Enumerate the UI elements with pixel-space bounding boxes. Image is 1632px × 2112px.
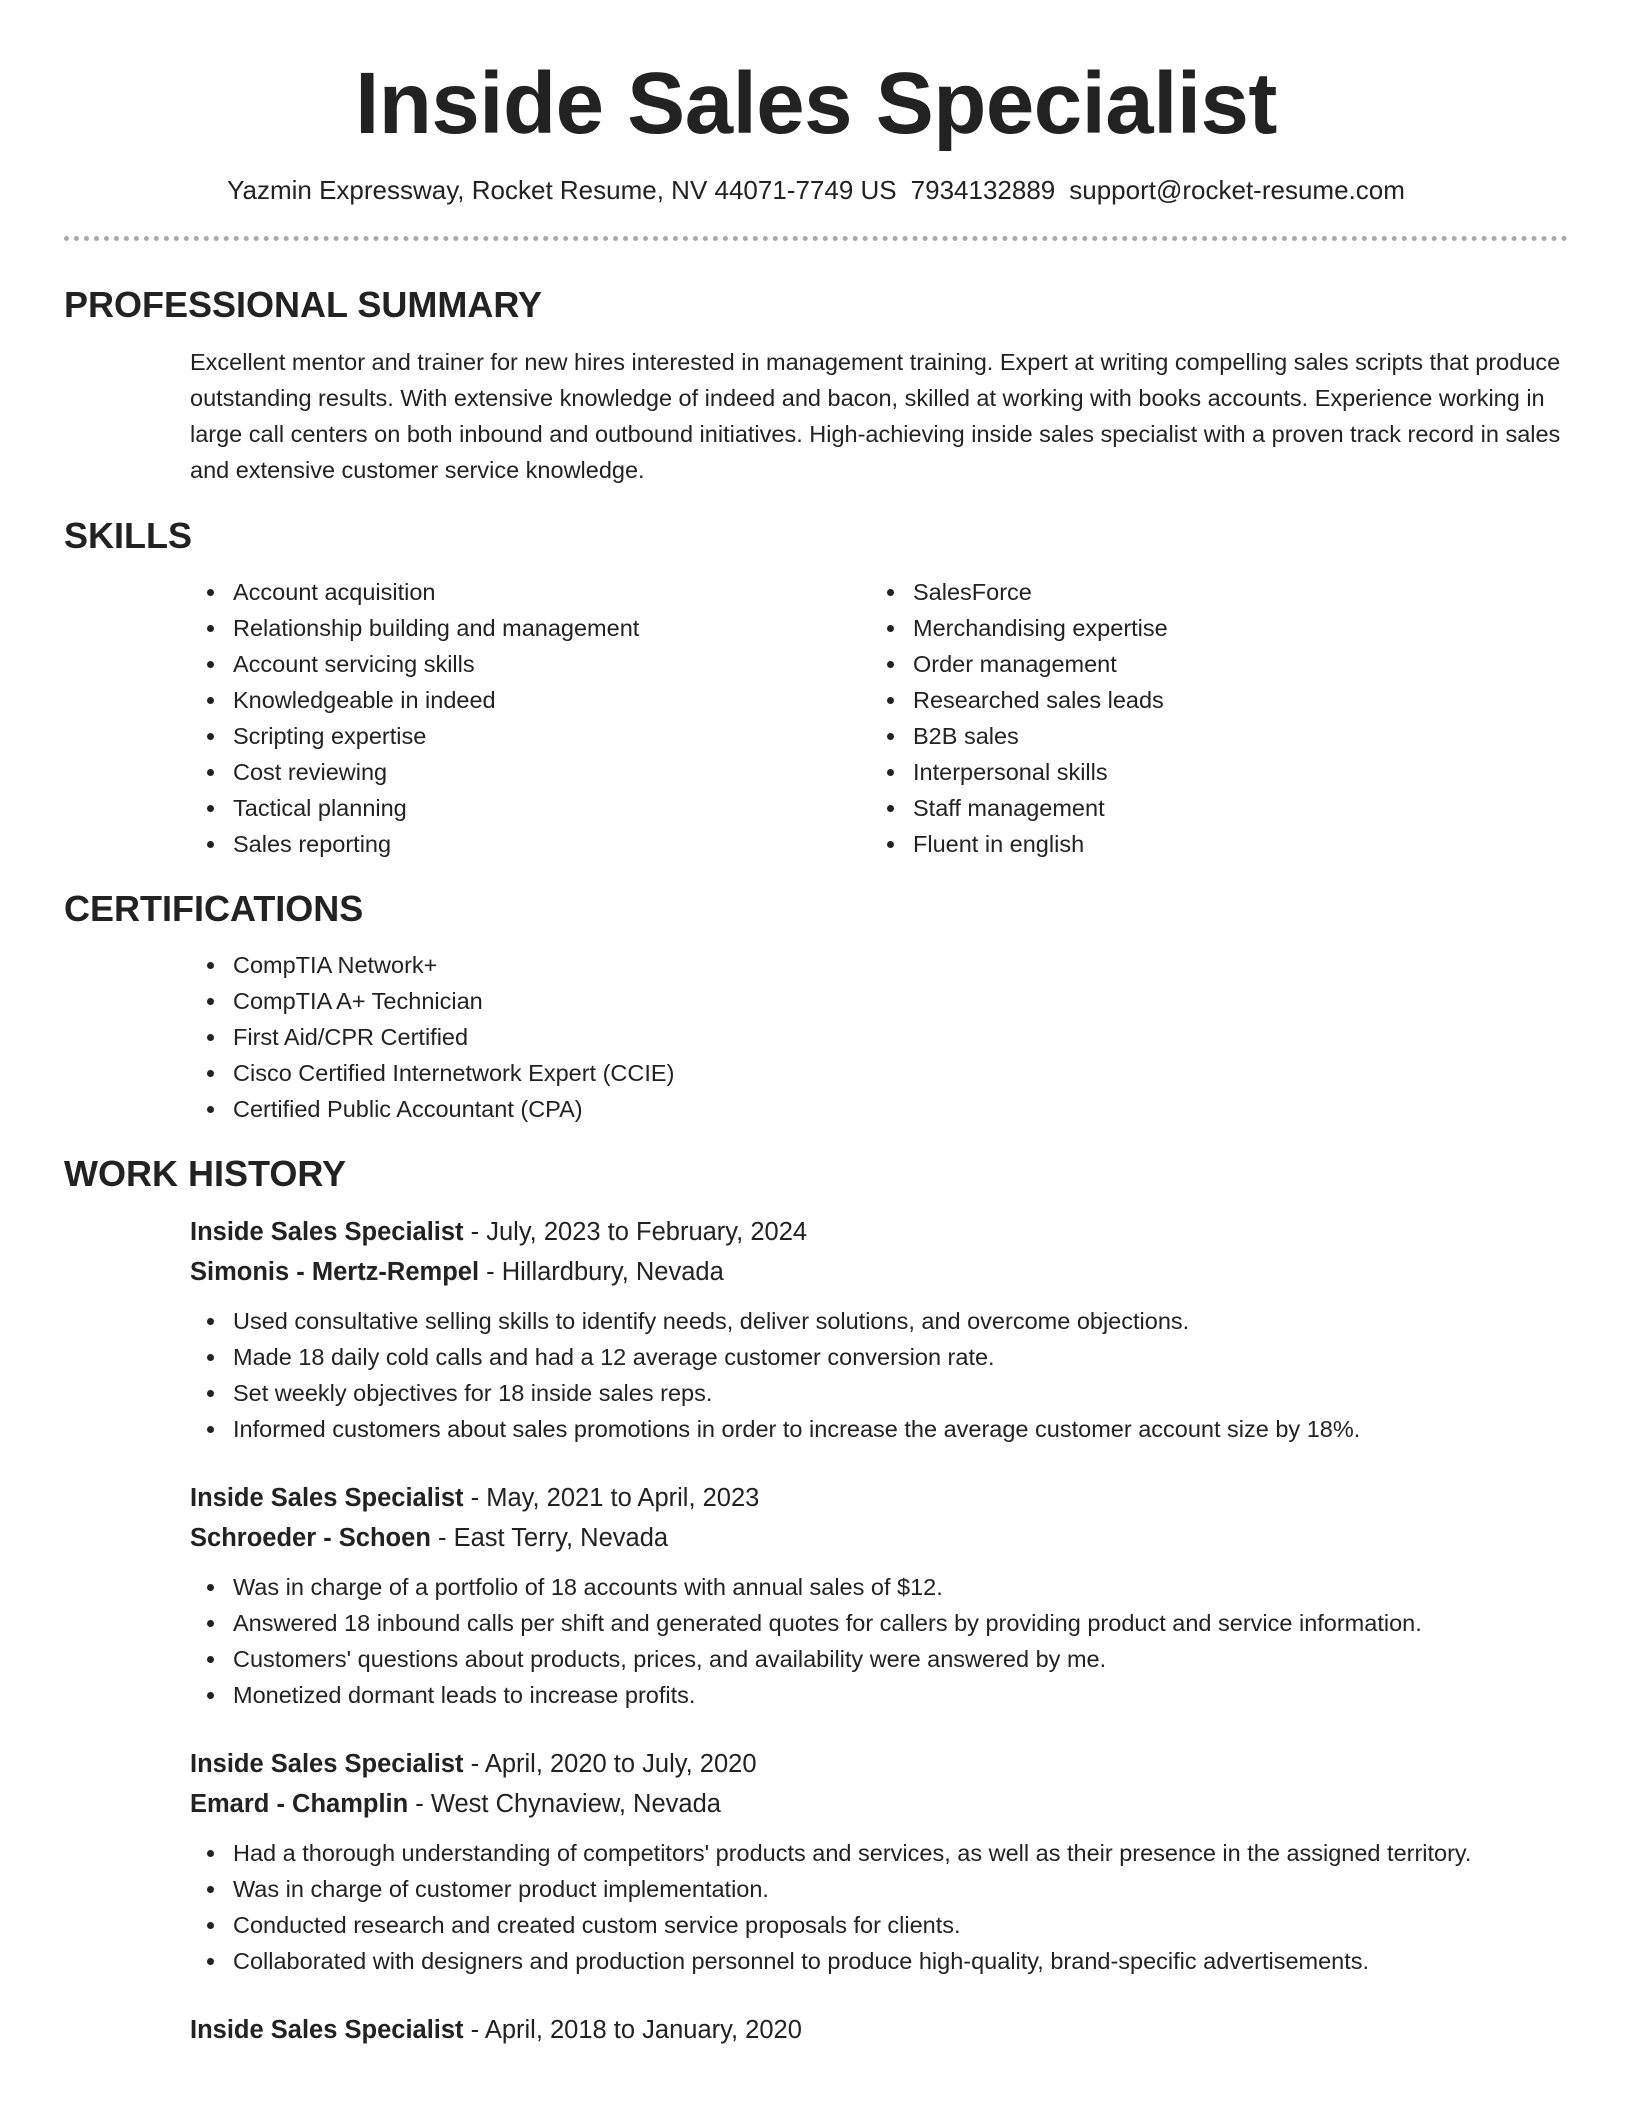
skill-item: B2B sales — [870, 718, 1550, 754]
job-entry — [190, 1744, 1568, 1824]
certification-item: CompTIA Network+ — [190, 947, 1568, 983]
job-bullets — [190, 1303, 1568, 1447]
job-title-line — [190, 2010, 1568, 2050]
job-title-line — [190, 1744, 1568, 1784]
job-title: Inside Sales Specialist — [190, 1484, 464, 1512]
job-location: - West Chynaview, Nevada — [408, 1790, 721, 1818]
job-bullet: Had a thorough understanding of competitors' products and services, as well as their presence in the assigned territory. — [190, 1835, 1568, 1871]
contact-address: Yazmin Expressway, Rocket Resume, NV 44071-7749 US — [227, 175, 897, 205]
job-bullet: Collaborated with designers and production personnel to produce high-quality, brand-specific advertisements. — [190, 1943, 1568, 1979]
section-heading-work-history: WORK HISTORY — [64, 1153, 347, 1194]
job-entry — [190, 2010, 1568, 2050]
summary-text: Excellent mentor and trainer for new hires interested in management training. Expert at writing compelling sales scripts that produce outstanding results. With extensive knowledge of indeed and bacon, skilled at working with books accounts. Experience working in large call centers on both inbound and outbound initiatives. High-achieving inside sales specialist with a proven track record in sales and extensive customer service knowledge. — [190, 349, 1561, 483]
job-company: Schroeder - Schoen — [190, 1524, 431, 1552]
job-company-line — [190, 1518, 1568, 1558]
job-title-line — [190, 1478, 1568, 1518]
job-entry — [190, 1212, 1568, 1292]
contact-phone: 7934132889 — [910, 175, 1056, 205]
job-bullet: Informed customers about sales promotions in order to increase the average customer account size by 18%. — [190, 1411, 1568, 1447]
job-company-line — [190, 1784, 1568, 1824]
job-company: Emard - Champlin — [190, 1790, 409, 1818]
skill-item: SalesForce — [870, 574, 1550, 610]
job-title-line — [190, 1212, 1568, 1252]
skill-item: Account servicing skills — [190, 646, 870, 682]
job-bullets — [190, 1835, 1568, 1979]
job-bullet: Was in charge of a portfolio of 18 accounts with annual sales of $12. — [190, 1569, 1568, 1605]
skill-item: Order management — [870, 646, 1550, 682]
job-bullet: Used consultative selling skills to identify needs, deliver solutions, and overcome objections. — [190, 1303, 1568, 1339]
job-company: Simonis - Mertz-Rempel — [190, 1258, 480, 1286]
section-heading-certifications: CERTIFICATIONS — [64, 888, 364, 929]
certification-item: CompTIA A+ Technician — [190, 983, 1568, 1019]
skill-item: Cost reviewing — [190, 754, 870, 790]
job-bullet: Made 18 daily cold calls and had a 12 average customer conversion rate. — [190, 1339, 1568, 1375]
job-dates: - May, 2021 to April, 2023 — [463, 1484, 760, 1512]
job-bullet: Set weekly objectives for 18 inside sales reps. — [190, 1375, 1568, 1411]
job-location: - East Terry, Nevada — [430, 1524, 669, 1552]
header-divider — [64, 236, 1568, 241]
skill-item: Fluent in english — [870, 826, 1550, 862]
job-bullet: Monetized dormant leads to increase profits. — [190, 1677, 1568, 1713]
skills-column-right — [870, 574, 1550, 862]
certification-item: Cisco Certified Internetwork Expert (CCIE) — [190, 1055, 1568, 1091]
resume-name: Inside Sales Specialist — [355, 55, 1277, 152]
skill-item: Account acquisition — [190, 574, 870, 610]
job-bullet: Answered 18 inbound calls per shift and generated quotes for callers by providing product and service information. — [190, 1605, 1568, 1641]
skill-item: Scripting expertise — [190, 718, 870, 754]
resume-page — [64, 0, 1568, 2050]
certification-item: Certified Public Accountant (CPA) — [190, 1091, 1568, 1127]
job-dates: - July, 2023 to February, 2024 — [463, 1218, 808, 1246]
skill-item: Sales reporting — [190, 826, 870, 862]
skill-item: Tactical planning — [190, 790, 870, 826]
job-company-line — [190, 1252, 1568, 1292]
job-dates: - April, 2020 to July, 2020 — [463, 1750, 757, 1778]
job-dates: - April, 2018 to January, 2020 — [463, 2016, 802, 2044]
skill-item: Interpersonal skills — [870, 754, 1550, 790]
skill-item: Knowledgeable in indeed — [190, 682, 870, 718]
skill-item: Staff management — [870, 790, 1550, 826]
certification-item: First Aid/CPR Certified — [190, 1019, 1568, 1055]
contact-line — [64, 174, 1568, 206]
skill-item: Relationship building and management — [190, 610, 870, 646]
job-bullets — [190, 1569, 1568, 1713]
skills-column-left — [190, 574, 870, 862]
job-bullet: Was in charge of customer product implementation. — [190, 1871, 1568, 1907]
job-title: Inside Sales Specialist — [190, 1218, 464, 1246]
job-entry — [190, 1478, 1568, 1558]
section-heading-skills: SKILLS — [64, 515, 193, 556]
skill-item: Merchandising expertise — [870, 610, 1550, 646]
certifications-list — [190, 947, 1568, 1127]
job-location: - Hillardbury, Nevada — [479, 1258, 724, 1286]
job-bullet: Customers' questions about products, prices, and availability were answered by me. — [190, 1641, 1568, 1677]
skill-item: Researched sales leads — [870, 682, 1550, 718]
job-title: Inside Sales Specialist — [190, 2016, 464, 2044]
job-bullet: Conducted research and created custom service proposals for clients. — [190, 1907, 1568, 1943]
section-heading-summary: PROFESSIONAL SUMMARY — [64, 284, 543, 325]
job-title: Inside Sales Specialist — [190, 1750, 464, 1778]
skills-list — [190, 574, 1568, 862]
contact-email: support@rocket-resume.com — [1069, 175, 1405, 205]
